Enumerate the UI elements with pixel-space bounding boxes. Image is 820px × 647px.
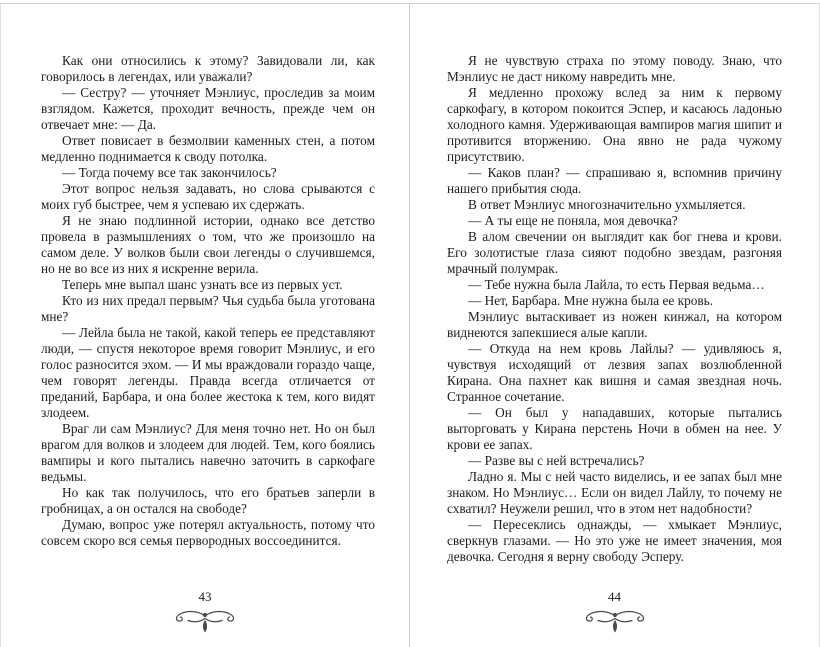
- paragraph: Теперь мне выпал шанс узнать все из первых уст.: [62, 277, 343, 292]
- paragraph: В алом свечении он выглядит как бог гнева и крови. Его золотистые глаза сияют подобно звездам, разгоняя мрачный полумрак.: [447, 229, 782, 276]
- paragraph: Думаю, вопрос уже потерял актуальность, потому что совсем скоро вся семья первородных воссоединится.: [41, 517, 375, 548]
- paragraph: — Лейла была не такой, какой теперь ее представляют люди, — спустя некоторое время говорит Мэнлиус, и его голос разносится эхом. — И мы враждовали гораздо чаще, чем говорят легенды. Правда всегда отличается от преданий, Барбара, и она более жестока к тем, кого видят злодеем.: [41, 325, 375, 420]
- paragraph: — Он был у нападавших, которые пытались выторговать у Кирана перстень Ночи в обмен на нее. У крови ее запах.: [447, 405, 782, 452]
- paragraph: В ответ Мэнлиус многозначительно ухмыляется.: [468, 197, 746, 212]
- paragraph: Но как так получилось, что его братьев заперли в гробницах, а он остался на свободе?: [41, 485, 375, 516]
- paragraph: — Откуда на нем кровь Лайлы? — удивляюсь я, чувствуя исходящий от лезвия запах возлюбленной Кирана. Она пахнет как вишня и самая звездная ночь. Странное сочетание.: [447, 341, 782, 404]
- fleuron-ornament-icon: [410, 607, 819, 636]
- left-page-footer: [1, 589, 409, 647]
- left-page-text: [1, 4, 409, 589]
- paragraph: Кто из них предал первым? Чья судьба была уготована мне?: [41, 293, 375, 324]
- page-number: 44: [608, 589, 621, 604]
- paragraph: Как они относились к этому? Завидовали ли, как говорилось в легендах, или уважали?: [41, 53, 375, 84]
- paragraph: Этот вопрос нельзя задавать, но слова срываются с моих губ быстрее, чем я успеваю их сдержать.: [41, 181, 375, 212]
- book-spread: [0, 3, 820, 647]
- paragraph: — Тебе нужна была Лайла, то есть Первая ведьма…: [468, 277, 765, 292]
- left-page[interactable]: [1, 4, 410, 647]
- paragraph: — Пересеклись однажды, — хмыкает Мэнлиус, сверкнув глазами. — Но это уже не имеет значения, моя девочка. Сегодня я верну свободу Эсперу.: [447, 517, 782, 564]
- paragraph: Враг ли сам Мэнлиус? Для меня точно нет. Но он был врагом для волков и злодеем для людей. Тем, кого боялись вампиры и кого пытались навечно заточить в саркофаге ведьмы.: [41, 421, 375, 484]
- paragraph: Я не чувствую страха по этому поводу. Знаю, что Мэнлиус не даст никому навредить мне.: [447, 53, 782, 84]
- paragraph: Я медленно прохожу вслед за ним к первому саркофагу, в котором покоится Эспер, и касаюсь ладонью холодного камня. Удерживающая вампиров магия шипит и противится вторжению. Она явно не рада чужому присутствию.: [447, 85, 782, 164]
- paragraph: — Сестру? — уточняет Мэнлиус, проследив за моим взглядом. Кажется, проходит вечность, прежде чем он отвечает мне: — Да.: [41, 85, 375, 132]
- paragraph: Ладно я. Мы с ней часто виделись, и ее запах был мне знаком. Но Мэнлиус… Если он видел Лайлу, то почему не схватил? Неужели решил, что в этом нет надобности?: [447, 469, 782, 516]
- paragraph: — Нет, Барбара. Мне нужна была ее кровь.: [468, 293, 714, 308]
- page-number: 43: [198, 589, 212, 604]
- paragraph: — Тогда почему все так закончилось?: [62, 165, 277, 180]
- paragraph: Мэнлиус вытаскивает из ножен кинжал, на котором виднеются запекшиеся алые капли.: [447, 309, 782, 340]
- right-page[interactable]: [410, 4, 819, 647]
- paragraph: — Разве вы с ней встречались?: [468, 453, 645, 468]
- right-page-footer: [410, 589, 819, 647]
- fleuron-ornament-icon: [1, 607, 409, 636]
- paragraph: — А ты еще не поняла, моя девочка?: [468, 213, 678, 228]
- paragraph: Я не знаю подлинной истории, однако все детство провела в размышлениях о том, что же произошло на самом деле. У волков были свои легенды о случившемся, но не во все из них я искренне верила.: [41, 213, 375, 276]
- right-page-text: [410, 4, 819, 589]
- paragraph: — Каков план? — спрашиваю я, вспомнив причину нашего прибытия сюда.: [447, 165, 782, 196]
- paragraph: Ответ повисает в безмолвии каменных стен, а потом медленно поднимается к своду потолка.: [41, 133, 375, 164]
